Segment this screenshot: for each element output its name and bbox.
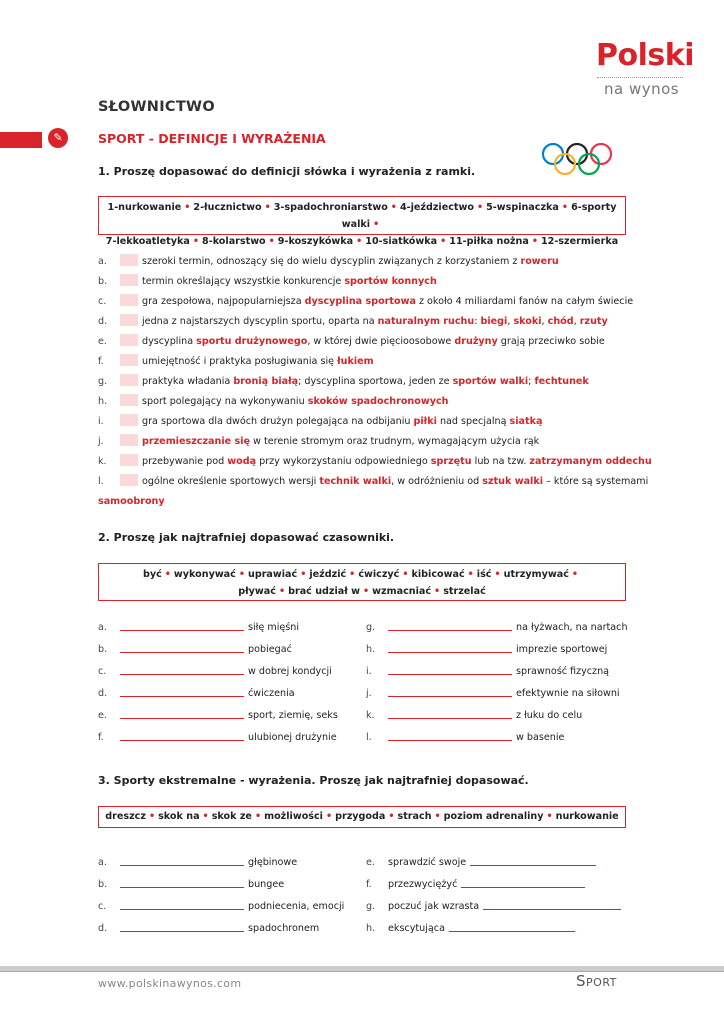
bullet-separator: • <box>494 569 501 580</box>
bullet-separator: • <box>268 236 275 247</box>
bullet-separator: • <box>278 586 286 597</box>
match-row <box>366 710 582 724</box>
speech-bubble-icon: ✎ <box>48 128 68 148</box>
match-row <box>98 879 284 893</box>
match-row <box>366 666 609 680</box>
item-letter: b. <box>98 276 108 287</box>
match-row <box>366 923 575 937</box>
exercise-3-instruction: 3. Sporty ekstremalne - wyrażenia. Proszę jak najtrafniej dopasować. <box>98 774 529 787</box>
bullet-separator: • <box>164 569 171 580</box>
item-letter: k. <box>366 710 375 721</box>
word-box-item: jeździć <box>309 569 347 580</box>
item-letter: a. <box>98 256 107 267</box>
answer-blank[interactable] <box>120 394 138 406</box>
exercise-1-instruction: 1. Proszę dopasować do definicji słówka i wyrażenia z ramki. <box>98 165 476 178</box>
bullet-separator: • <box>440 236 447 247</box>
definition-text: umiejętność i praktyka posługiwania się <box>142 356 338 367</box>
match-row <box>366 901 621 915</box>
highlighted-term: zatrzymanym oddechu <box>529 456 652 467</box>
word-box-item: uprawiać <box>248 569 298 580</box>
word-box-item: możliwości <box>264 811 323 822</box>
word-box-item: ćwiczyć <box>358 569 400 580</box>
bullet-separator: • <box>148 811 156 822</box>
answer-line[interactable] <box>120 696 244 697</box>
definition-text: przy wykorzystaniu odpowiedniego <box>256 456 431 467</box>
answer-line[interactable] <box>388 740 512 741</box>
highlighted-term: sportów walki <box>452 376 529 387</box>
word-box-item: nurkowanie <box>555 811 619 822</box>
word-box-item: dreszcz <box>105 811 146 822</box>
match-row <box>98 710 338 724</box>
word-box-line <box>99 199 625 233</box>
definition-row <box>98 292 638 312</box>
exercise-3-word-box <box>98 806 626 828</box>
item-letter: e. <box>366 857 375 868</box>
highlighted-term: skoków spadochronowych <box>307 396 449 407</box>
highlighted-term: technik walki <box>319 476 392 487</box>
word-box-item: 5-wspinaczka <box>486 202 559 213</box>
exercise-1-word-box <box>98 196 626 247</box>
highlighted-term: roweru <box>520 256 559 267</box>
answer-blank[interactable] <box>120 434 138 446</box>
answer-blank[interactable] <box>120 274 138 286</box>
match-text: na łyżwach, na nartach <box>516 622 628 633</box>
match-row <box>98 901 344 915</box>
bullet-separator: • <box>325 811 333 822</box>
bullet-separator: • <box>434 811 441 822</box>
highlighted-term: siatką <box>509 416 543 427</box>
word-box-item: 2-łucznictwo <box>193 202 262 213</box>
answer-line[interactable] <box>483 909 621 910</box>
match-text: głębinowe <box>248 857 298 868</box>
answer-line[interactable] <box>120 740 244 741</box>
word-box-line <box>99 566 625 583</box>
definition-text: , <box>541 316 548 327</box>
item-letter: d. <box>98 923 108 934</box>
item-letter: f. <box>98 356 104 367</box>
answer-line[interactable] <box>120 652 244 653</box>
word-box-item: 12-szermierka <box>540 236 619 247</box>
item-letter: f. <box>366 879 372 890</box>
footer-label: Sport <box>576 972 617 990</box>
match-text: w basenie <box>516 732 565 743</box>
definition-text: gra zespołowa, najpopularniejsza <box>142 296 305 307</box>
definition-row <box>98 392 638 412</box>
bullet-separator: • <box>356 236 363 247</box>
word-box-item: kibicować <box>411 569 465 580</box>
highlighted-term: łukiem <box>337 356 374 367</box>
match-row <box>98 923 319 937</box>
match-row <box>366 732 564 746</box>
exercise-2-instruction: 2. Proszę jak najtrafniej dopasować czasowniki. <box>98 531 395 544</box>
word-box-item: 11-piłka nożna <box>449 236 529 247</box>
definition-text: : <box>474 316 481 327</box>
section-red-bar <box>0 132 42 148</box>
match-row <box>98 732 337 746</box>
item-letter: g. <box>366 622 376 633</box>
answer-line[interactable] <box>388 652 512 653</box>
definition-text: jedna z najstarszych dyscyplin sportu, oparta na <box>142 316 378 327</box>
answer-line[interactable] <box>120 718 244 719</box>
match-row <box>98 622 299 636</box>
logo-subtitle: na wynos <box>604 80 680 98</box>
item-letter: a. <box>98 857 107 868</box>
match-text: ulubionej drużynie <box>248 732 337 743</box>
bullet-separator: • <box>476 202 484 213</box>
item-letter: a. <box>98 622 107 633</box>
highlighted-term: wodą <box>227 456 257 467</box>
word-box-item: przygoda <box>335 811 386 822</box>
item-letter: l. <box>366 732 372 743</box>
item-letter: d. <box>98 316 108 327</box>
match-row <box>98 666 332 680</box>
item-letter: g. <box>366 901 376 912</box>
item-letter: i. <box>366 666 372 677</box>
word-box-item: skok na <box>158 811 200 822</box>
match-row <box>366 644 607 658</box>
item-letter: g. <box>98 376 108 387</box>
bullet-separator: • <box>238 569 245 580</box>
item-letter: l. <box>98 476 104 487</box>
olympic-rings-icon <box>540 141 614 177</box>
item-letter: e. <box>98 710 107 721</box>
bullet-separator: • <box>373 219 380 230</box>
answer-line[interactable] <box>120 865 244 866</box>
definition-row <box>98 472 649 492</box>
answer-line[interactable] <box>120 674 244 675</box>
answer-blank[interactable] <box>120 354 138 366</box>
match-text: siłę mięśni <box>248 622 299 633</box>
answer-line[interactable] <box>461 887 585 888</box>
word-box-item: pływać <box>238 586 276 597</box>
word-box-item: 6-sporty walki <box>341 202 617 230</box>
item-letter: c. <box>98 901 107 912</box>
bullet-separator: • <box>300 569 307 580</box>
word-box-line <box>99 583 625 600</box>
definition-text: , w której dwie pięcioosobowe <box>307 336 455 347</box>
definition-row <box>98 372 638 392</box>
word-box-item: być <box>142 569 162 580</box>
word-box-item: 8-kolarstwo <box>202 236 266 247</box>
highlighted-term: przemieszczanie się <box>142 436 250 447</box>
definition-text: w terenie stromym oraz trudnym, wymagającym użycia rąk <box>250 436 540 447</box>
match-row <box>366 622 628 636</box>
item-letter: b. <box>98 644 108 655</box>
answer-line[interactable] <box>120 909 244 910</box>
answer-blank[interactable] <box>120 314 138 326</box>
match-text: podniecenia, emocji <box>248 901 345 912</box>
word-box-line <box>99 233 625 250</box>
bullet-separator: • <box>571 569 579 580</box>
answer-line[interactable] <box>388 696 512 697</box>
word-box-item: wzmacniać <box>372 586 432 597</box>
answer-line[interactable] <box>120 931 244 932</box>
answer-blank[interactable] <box>120 454 138 466</box>
word-box-item: utrzymywać <box>503 569 569 580</box>
bullet-separator: • <box>390 202 397 213</box>
bullet-separator: • <box>434 586 441 597</box>
match-text: imprezie sportowej <box>516 644 608 655</box>
page-heading: SŁOWNICTWO <box>98 99 215 115</box>
logo-divider <box>597 77 683 78</box>
highlighted-term: biegi <box>480 316 508 327</box>
match-row <box>98 644 292 658</box>
match-text: efektywnie na siłowni <box>516 688 620 699</box>
highlighted-term: fechtunek <box>534 376 589 387</box>
item-letter: d. <box>98 688 108 699</box>
answer-blank[interactable] <box>120 254 138 266</box>
answer-blank[interactable] <box>120 474 138 486</box>
bullet-separator: • <box>192 236 200 247</box>
bullet-separator: • <box>363 586 370 597</box>
definition-text: termin określający wszystkie konkurencje <box>142 276 345 287</box>
item-letter: f. <box>98 732 104 743</box>
definition-row <box>98 452 652 472</box>
definition-text: , <box>507 316 514 327</box>
answer-line[interactable] <box>449 931 575 932</box>
answer-blank[interactable] <box>120 374 138 386</box>
highlighted-term: sportu drużynowego <box>196 336 308 347</box>
match-text: pobiegać <box>248 644 292 655</box>
answer-line[interactable] <box>120 630 244 631</box>
definition-row <box>98 252 638 272</box>
match-text: poczuć jak wzrasta <box>388 901 480 912</box>
match-row <box>98 688 295 702</box>
answer-line[interactable] <box>388 718 512 719</box>
highlighted-term: dyscyplina sportowa <box>304 296 416 307</box>
item-letter: h. <box>98 396 108 407</box>
match-row <box>366 857 596 871</box>
item-letter: h. <box>366 644 376 655</box>
item-letter: k. <box>98 456 107 467</box>
bullet-separator: • <box>349 569 356 580</box>
item-letter: j. <box>98 436 104 447</box>
definition-text: , w odróżnieniu od <box>391 476 483 487</box>
definition-text: z około 4 miliardami fanów na całym świecie <box>415 296 634 307</box>
definition-row <box>98 412 638 432</box>
item-letter: e. <box>98 336 107 347</box>
logo-brand: Polski <box>596 38 694 73</box>
match-text: sprawdzić swoje <box>388 857 467 868</box>
definition-text: ; dyscyplina sportowa, jeden ze <box>298 376 453 387</box>
match-row <box>366 688 620 702</box>
definition-text: – które są systemami <box>543 476 649 487</box>
item-letter: c. <box>98 666 107 677</box>
bullet-separator: • <box>202 811 209 822</box>
highlighted-term: sprzętu <box>430 456 472 467</box>
item-letter: b. <box>98 879 108 890</box>
highlighted-term: naturalnym ruchu <box>377 316 475 327</box>
definition-text: gra sportowa dla dwóch drużyn polegająca na odbijaniu <box>142 416 414 427</box>
match-text: przezwyciężyć <box>388 879 458 890</box>
highlighted-term: skoki <box>513 316 542 327</box>
answer-blank[interactable] <box>120 294 138 306</box>
match-text: bungee <box>248 879 285 890</box>
bullet-separator: • <box>254 811 262 822</box>
bullet-separator: • <box>184 202 191 213</box>
exercise-2-word-box <box>98 563 626 601</box>
item-letter: i. <box>98 416 104 427</box>
bullet-separator: • <box>467 569 474 580</box>
highlighted-term: bronią białą <box>233 376 299 387</box>
bullet-separator: • <box>402 569 409 580</box>
bullet-separator: • <box>531 236 538 247</box>
word-box-item: 4-jeździectwo <box>399 202 474 213</box>
highlighted-term: sztuk walki <box>482 476 544 487</box>
highlighted-term: rzuty <box>579 316 608 327</box>
definition-continuation: samoobrony <box>98 496 165 507</box>
match-text: ćwiczenia <box>248 688 295 699</box>
bullet-separator: • <box>546 811 553 822</box>
word-box-item: 7-lekkoatletyka <box>105 236 190 247</box>
word-box-item: wykonywać <box>173 569 236 580</box>
definition-row <box>98 332 638 352</box>
highlighted-term: chód <box>547 316 574 327</box>
answer-blank[interactable] <box>120 334 138 346</box>
match-text: z łuku do celu <box>516 710 583 721</box>
definition-text: nad specjalną <box>436 416 510 427</box>
definition-text: przebywanie pod <box>142 456 228 467</box>
word-box-item: strzelać <box>443 586 486 597</box>
match-row <box>366 879 585 893</box>
word-box-item: 3-spadochroniarstwo <box>273 202 388 213</box>
bullet-separator: • <box>388 811 395 822</box>
item-letter: c. <box>98 296 107 307</box>
section-title: SPORT - DEFINICJE I WYRAŻENIA <box>98 131 326 146</box>
word-box-item: brać udział w <box>288 586 361 597</box>
bullet-separator: • <box>264 202 271 213</box>
word-box-item: iść <box>476 569 492 580</box>
highlighted-term: piłki <box>413 416 437 427</box>
item-letter: h. <box>366 923 376 934</box>
highlighted-term: sportów konnych <box>344 276 437 287</box>
definition-text: szeroki termin, odnoszący się do wielu dyscyplin związanych z korzystaniem z <box>142 256 521 267</box>
word-box-item: skok ze <box>211 811 252 822</box>
answer-line[interactable] <box>388 630 512 631</box>
definition-row <box>98 272 638 292</box>
definition-text: lub na tzw. <box>471 456 530 467</box>
definition-row <box>98 312 638 332</box>
word-box-item: 10-siatkówka <box>365 236 438 247</box>
word-box-item: 9-koszykówka <box>277 236 354 247</box>
definition-text: , <box>573 316 580 327</box>
word-box-item: 1-nurkowanie <box>107 202 182 213</box>
match-text: sprawność fizyczną <box>516 666 610 677</box>
match-text: ekscytująca <box>388 923 445 934</box>
definition-text: sport polegający na wykonywaniu <box>142 396 308 407</box>
bullet-separator: • <box>561 202 569 213</box>
definition-text: ogólne określenie sportowych wersji <box>142 476 320 487</box>
definition-text: grają przeciwko sobie <box>497 336 605 347</box>
match-text: spadochronem <box>248 923 320 934</box>
answer-line[interactable] <box>120 887 244 888</box>
word-box-line <box>99 808 625 825</box>
definition-text: praktyka władania <box>142 376 234 387</box>
highlighted-term: drużyny <box>454 336 498 347</box>
match-text: w dobrej kondycji <box>248 666 332 677</box>
match-row <box>98 857 297 871</box>
word-box-item: poziom adrenaliny <box>443 811 544 822</box>
match-text: sport, ziemię, seks <box>248 710 338 721</box>
definition-row <box>98 352 638 372</box>
definition-text: dyscyplina <box>142 336 197 347</box>
answer-blank[interactable] <box>120 414 138 426</box>
answer-line[interactable] <box>388 674 512 675</box>
footer-url: www.polskinawynos.com <box>98 977 242 990</box>
answer-line[interactable] <box>470 865 596 866</box>
item-letter: j. <box>366 688 372 699</box>
definition-row <box>98 432 638 452</box>
definition-text: ; <box>528 376 535 387</box>
word-box-item: strach <box>397 811 432 822</box>
